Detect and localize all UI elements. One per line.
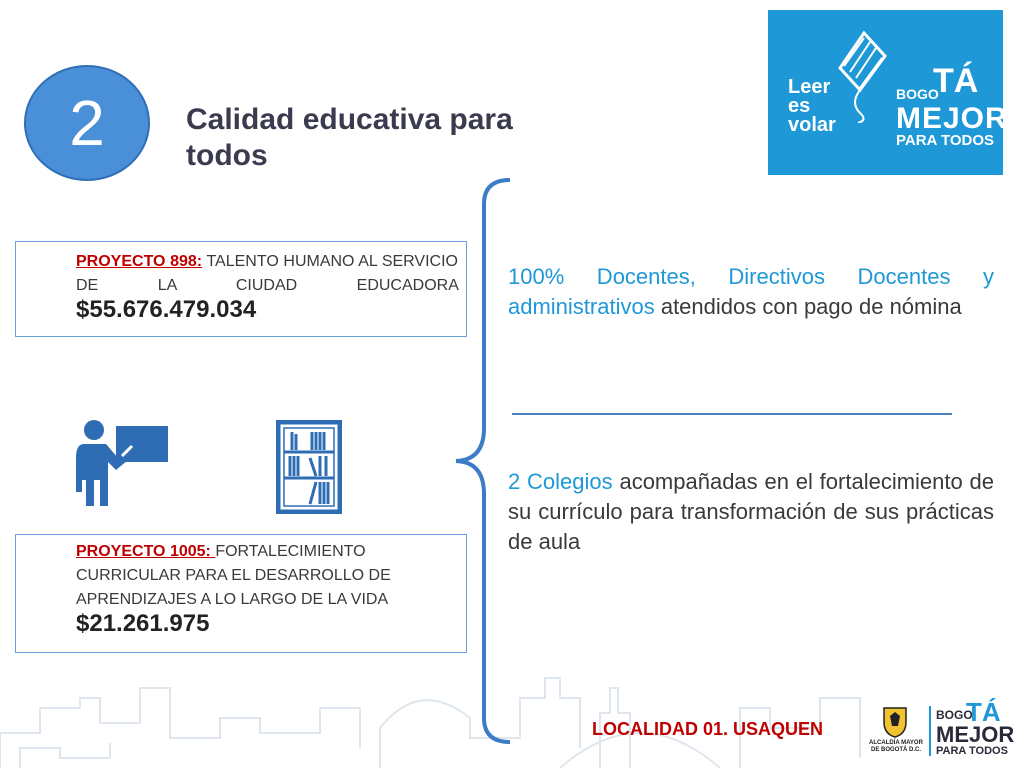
project-amount: $55.676.479.034: [76, 296, 257, 323]
project-label: PROYECTO 898:: [76, 253, 203, 270]
footer-bogota-suffix: TÁ: [966, 697, 1001, 727]
project-label: PROYECTO 1005:: [76, 543, 216, 560]
volar-word: volar: [788, 114, 836, 136]
slide-title: Calidad educativa para todos: [186, 103, 513, 172]
statement-staff-payroll: [508, 262, 994, 322]
es-word: es: [788, 95, 811, 117]
statement-text: acompañadas en el fortalecimiento de su currículo para transformación de sus prácticas de aula: [508, 469, 995, 554]
logo-bogota-prefix: BOGO: [896, 86, 939, 102]
footer-mejor: MEJOR: [936, 722, 1015, 747]
project-amount: $21.261.975: [76, 610, 210, 637]
project-description: FORTALECIMIENTO CURRICULAR PARA EL DESARROLLO DE APRENDIZAJES A LO LARGO DE LA VIDA: [76, 543, 391, 608]
kite-book-icon: [830, 28, 890, 123]
leer-es-volar-logo: [768, 10, 1008, 175]
alcaldia-label: ALCALDÍA MAYOR DE BOGOTÁ D.C.: [869, 740, 923, 753]
logo-mejor: MEJOR: [896, 102, 1008, 135]
locality-label: LOCALIDAD 01. USAQUEN: [592, 719, 824, 739]
footer-separator: [929, 706, 931, 756]
leer-es-volar-text: [788, 78, 836, 135]
footer-para-todos: PARA TODOS: [936, 745, 1008, 757]
logo-bogota-suffix: TÁ: [933, 62, 979, 100]
section-number-badge: [24, 65, 150, 181]
bookshelf-icon: [276, 420, 342, 514]
logo-para-todos: PARA TODOS: [896, 132, 995, 149]
teacher-board-icon: [72, 418, 172, 508]
statement-text: atendidos con pago de nómina: [654, 294, 962, 319]
project-1005-box: [15, 534, 467, 653]
statement-colegios: [508, 467, 994, 557]
leer-word: Leer: [788, 76, 831, 98]
statement-highlight: 2 Colegios: [508, 469, 613, 494]
project-description: TALENTO HUMANO AL SERVICIO DE LA CIUDAD EDUCADORA: [76, 253, 458, 294]
project-898-box: [15, 241, 467, 337]
statement-highlight: 100% Docentes, Directivos Docentes y administrativos: [508, 264, 994, 319]
section-divider: [512, 413, 952, 415]
section-number: 2: [69, 87, 105, 159]
coat-of-arms-icon: [880, 704, 910, 738]
footer-bogota-prefix: BOGO: [936, 708, 973, 722]
